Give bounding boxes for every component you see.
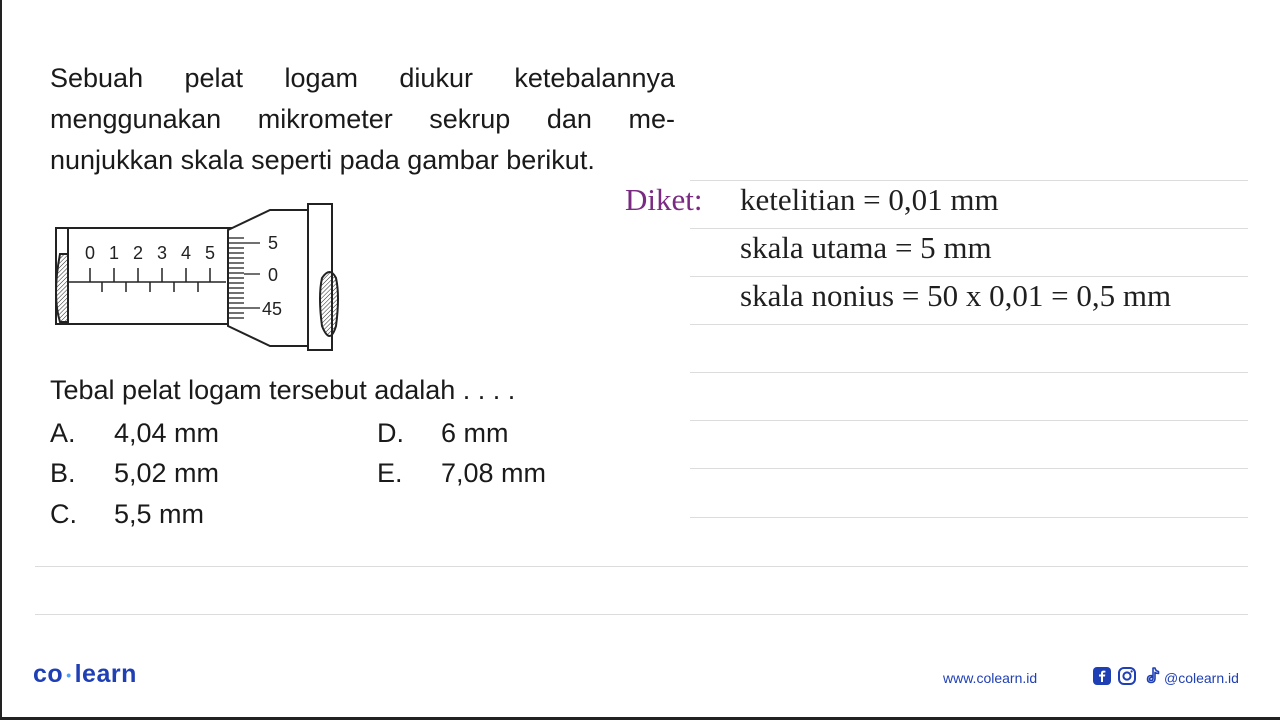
- main-scale-label: 0: [84, 243, 96, 263]
- micrometer-diagram: [50, 196, 350, 356]
- main-scale-label: 4: [180, 243, 192, 263]
- notebook-line: [690, 517, 1248, 518]
- instagram-icon[interactable]: [1117, 666, 1137, 686]
- main-scale-label: 2: [132, 243, 144, 263]
- question-text: [50, 58, 675, 181]
- question-line: nunjukkan skala seperti pada gambar berikut.: [50, 145, 595, 175]
- logo-dot: •: [66, 667, 72, 684]
- solution-line: skala utama = 5 mm: [740, 230, 992, 265]
- notebook-line: [35, 614, 1248, 615]
- question-line: menggunakan mikrometer sekrup dan me-: [50, 104, 675, 134]
- main-scale-label: 1: [108, 243, 120, 263]
- tiktok-icon[interactable]: [1142, 666, 1162, 686]
- question-line: Sebuah pelat logam diukur ketebalannya: [50, 63, 675, 93]
- option-text: 5,02 mm: [114, 458, 220, 488]
- option-text: 7,08 mm: [441, 458, 547, 488]
- option-d[interactable]: [377, 418, 509, 449]
- option-letter: E.: [377, 458, 403, 488]
- main-scale-label: 5: [204, 243, 216, 263]
- option-text: 6 mm: [441, 418, 509, 448]
- notebook-line: [690, 468, 1248, 469]
- solution-label: Diket:: [625, 182, 703, 217]
- frame-left-border: [0, 0, 2, 720]
- colearn-logo: [33, 660, 137, 689]
- notebook-line: [690, 420, 1248, 421]
- notebook-line: [690, 228, 1248, 229]
- logo-left: co: [33, 660, 64, 688]
- notebook-line: [690, 276, 1248, 277]
- logo-right: learn: [74, 660, 137, 688]
- social-handle[interactable]: @colearn.id: [1164, 670, 1239, 686]
- notebook-line: [690, 180, 1248, 181]
- anvil-knurl: [56, 254, 68, 322]
- notebook-line: [35, 566, 1248, 567]
- option-c[interactable]: [50, 499, 204, 530]
- main-scale-label: 3: [156, 243, 168, 263]
- thimble-label: 5: [268, 233, 279, 253]
- option-text: 4,04 mm: [114, 418, 220, 448]
- option-letter: A.: [50, 418, 76, 448]
- notebook-line: [690, 324, 1248, 325]
- facebook-icon[interactable]: [1092, 666, 1112, 686]
- website-link[interactable]: www.colearn.id: [943, 670, 1038, 686]
- thimble-label: 0: [268, 265, 279, 285]
- notebook-line: [690, 372, 1248, 373]
- option-b[interactable]: [50, 458, 219, 489]
- ratchet-knurl: [320, 272, 338, 336]
- option-letter: C.: [50, 499, 77, 529]
- option-letter: D.: [377, 418, 404, 448]
- thimble-label: 45: [262, 299, 283, 319]
- solution-line: ketelitian = 0,01 mm: [740, 182, 999, 217]
- question-prompt: Tebal pelat logam tersebut adalah . . . .: [50, 375, 516, 405]
- option-e[interactable]: [377, 458, 546, 489]
- option-a[interactable]: [50, 418, 219, 449]
- option-text: 5,5 mm: [114, 499, 205, 529]
- solution-line: skala nonius = 50 x 0,01 = 0,5 mm: [740, 278, 1172, 313]
- option-letter: B.: [50, 458, 76, 488]
